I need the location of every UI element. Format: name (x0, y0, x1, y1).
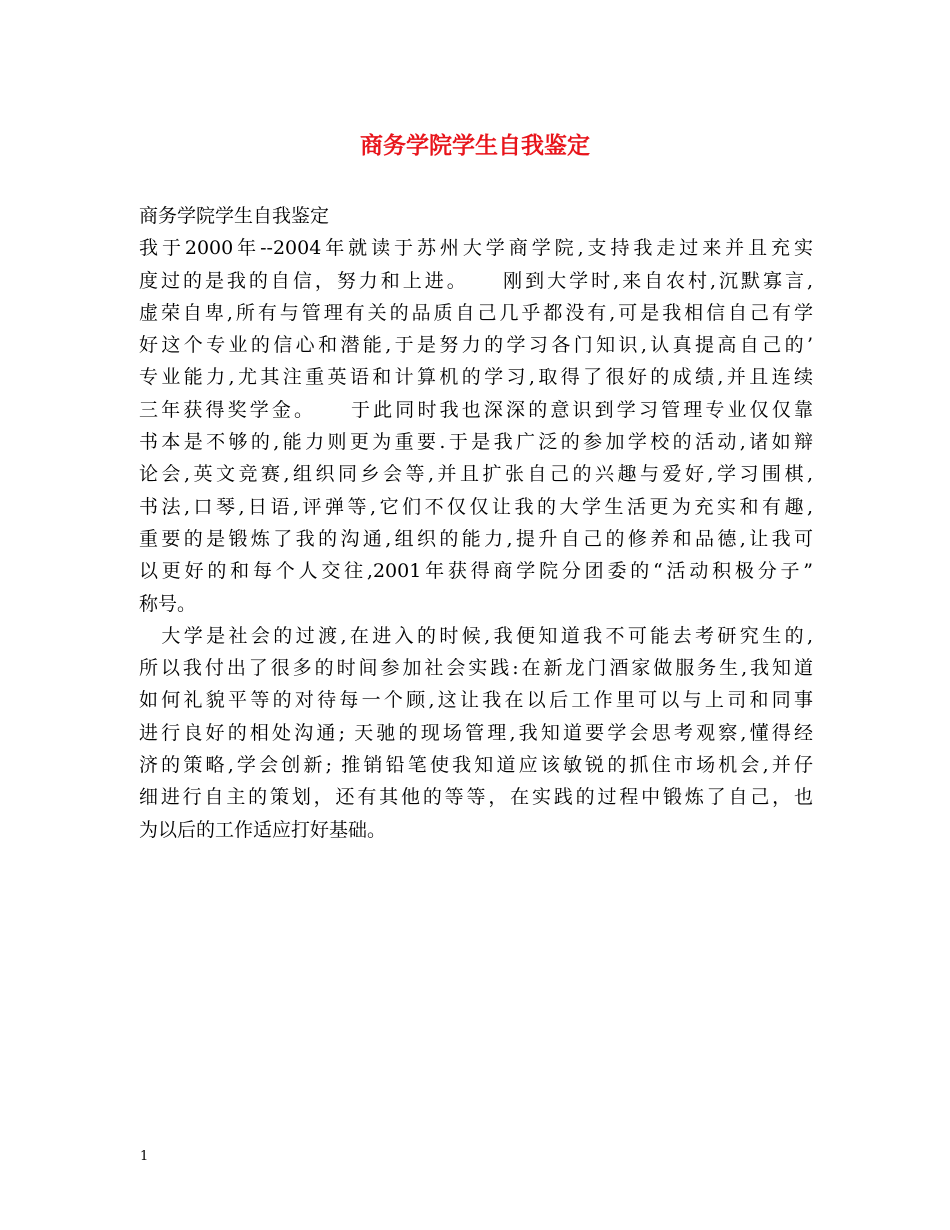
text-line: 为以后的工作适应打好基础。 (139, 818, 387, 841)
page-number: 1 (140, 1149, 149, 1164)
text-line: 书本是不够的,能力则更为重要.于是我广泛的参加学校的活动,诸如辩 (139, 431, 813, 454)
document-body (139, 200, 813, 846)
text-line: 虚荣自卑,所有与管理有关的品质自己几乎都没有,可是我相信自己有学 (139, 301, 813, 324)
text-line: 进行良好的相处沟通; 天驰的现场管理,我知道要学会思考观察,懂得经 (139, 721, 813, 744)
text-line: 称号。 (139, 592, 197, 615)
text-line: 如何礼貌平等的对待每一个顾,这让我在以后工作里可以与上司和同事 (139, 689, 813, 712)
text-line: 论会,英文竞赛,组织同乡会等,并且扩张自己的兴趣与爱好,学习围棋, (139, 463, 813, 486)
text-line: 细进行自主的策划，还有其他的等等，在实践的过程中锻炼了自己，也 (139, 786, 813, 809)
text-line: 济的策略,学会创新; 推销铅笔使我知道应该敏锐的抓住市场机会,并仔 (139, 754, 813, 777)
text-line: 好这个专业的信心和潜能,于是努力的学习各门知识,认真提高自己的’ (139, 334, 813, 357)
text-line: 所以我付出了很多的时间参加社会实践:在新龙门酒家做服务生,我知道 (139, 657, 813, 680)
text-line: 商务学院学生自我鉴定 (139, 205, 330, 227)
page-title: 商务学院学生自我鉴定 (360, 132, 590, 159)
text-line: 三年获得奖学金。 于此同时我也深深的意识到学习管理专业仅仅靠 (139, 398, 813, 421)
text-line: 以更好的和每个人交往,2001年获得商学院分团委的“活动积极分子” (139, 560, 813, 583)
text-line: 重要的是锻炼了我的沟通,组织的能力,提升自己的修养和品德,让我可 (139, 527, 813, 550)
text-line: 度过的是我的自信，努力和上进。 刚到大学时,来自农村,沉默寡言, (139, 269, 813, 292)
text-line: 专业能力,尤其注重英语和计算机的学习,取得了很好的成绩,并且连续 (139, 366, 813, 389)
text-line: 书法,口琴,日语,评弹等,它们不仅仅让我的大学生活更为充实和有趣, (139, 495, 813, 518)
text-line: 我于2000年--2004年就读于苏州大学商学院,支持我走过来并且充实 (139, 237, 813, 260)
text-line: 大学是社会的过渡,在进入的时候,我便知道我不可能去考研究生的, (139, 624, 813, 647)
